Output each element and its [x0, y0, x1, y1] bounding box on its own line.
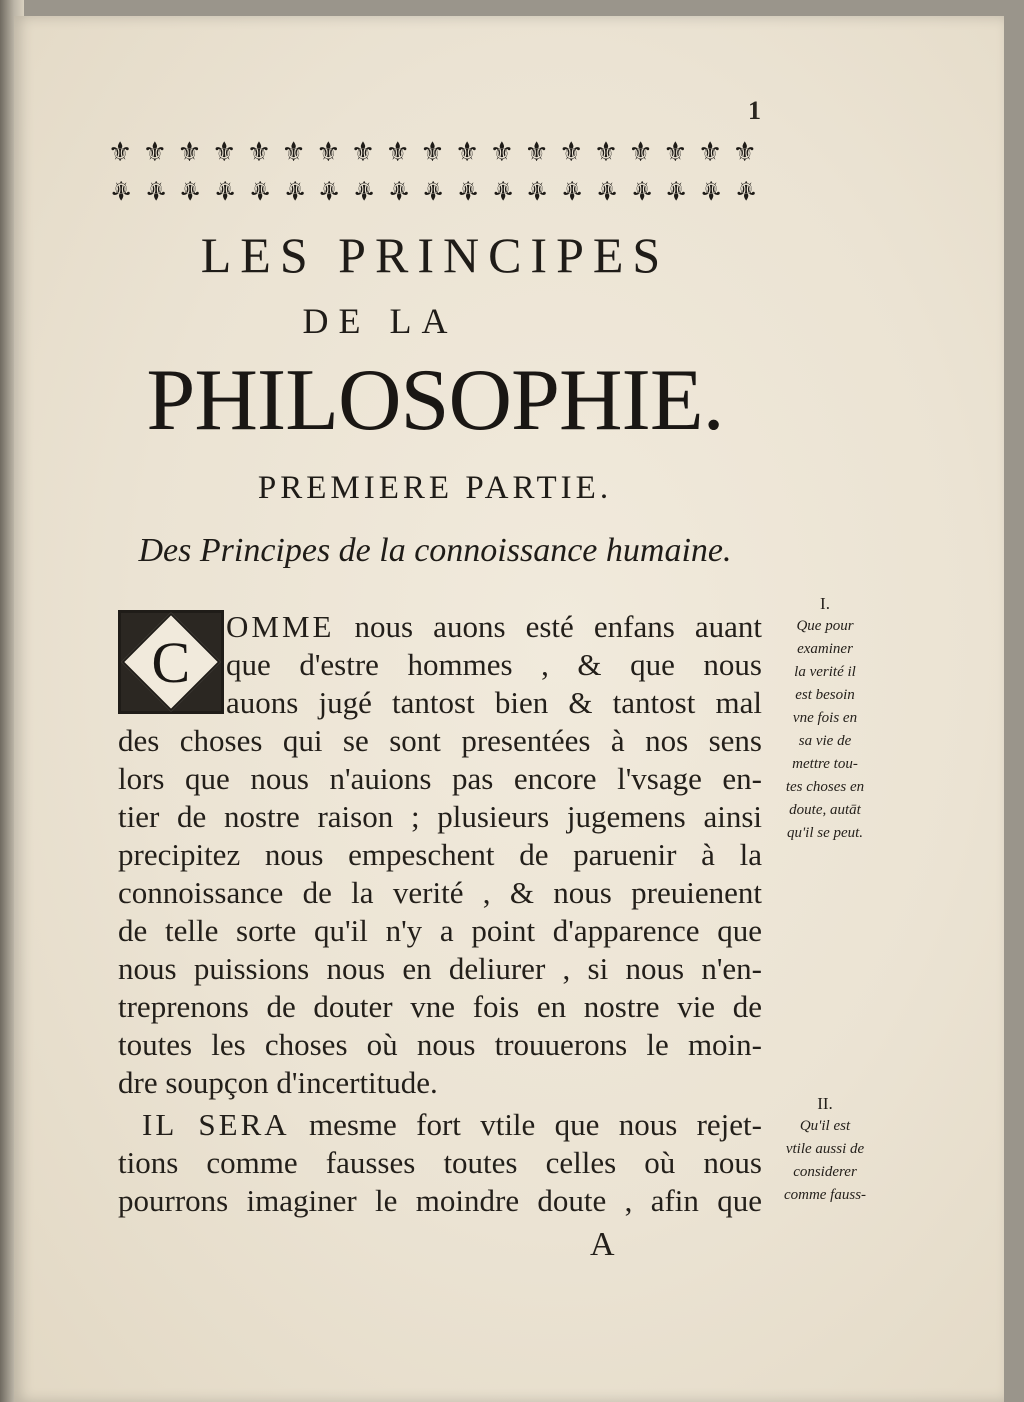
fleur-de-lis-icon: ⚜ — [246, 175, 273, 205]
margin-note-line: tes choses en — [785, 779, 865, 795]
fleur-de-lis-icon: ⚜ — [281, 175, 307, 205]
fleur-de-lis-ornament-band — [108, 136, 758, 206]
dropcap-frame — [122, 613, 221, 712]
line-text: mesme fort vtile que nous rejet- — [289, 1107, 762, 1142]
margin-note-line: vtile aussi de — [785, 1141, 865, 1157]
decorated-dropcap — [118, 610, 224, 714]
margin-note-line: est besoin — [795, 687, 855, 703]
title-line-2: DE LA — [302, 301, 458, 341]
margin-note-2 — [770, 1092, 880, 1207]
text-line — [142, 1106, 762, 1144]
fleur-de-lis-icon: ⚜ — [246, 137, 273, 167]
text-line: toutes les choses où nous trouuerons le moin- — [118, 1027, 762, 1062]
margin-note-line: doute, autāt — [789, 802, 861, 818]
fleur-de-lis-icon: ⚜ — [559, 137, 585, 167]
fleur-de-lis-icon: ⚜ — [732, 137, 758, 167]
text-line: nous puissions nous en deliurer , si nous n'en- — [118, 951, 762, 986]
fleur-de-lis-icon: ⚜ — [142, 175, 168, 205]
text-line: tier de nostre raison ; plusieurs jugemens ainsi — [118, 799, 762, 834]
ornament-row-top — [108, 136, 758, 169]
catchword: A — [590, 1226, 615, 1263]
fleur-de-lis-icon: ⚜ — [385, 137, 411, 167]
margin-note-number: II. — [817, 1094, 833, 1113]
fleur-de-lis-icon: ⚜ — [385, 175, 411, 205]
fleur-de-lis-icon: ⚜ — [455, 137, 481, 167]
fleur-de-lis-icon: ⚜ — [316, 175, 342, 205]
fleur-de-lis-icon: ⚜ — [455, 175, 481, 205]
fleur-de-lis-icon: ⚜ — [281, 137, 307, 167]
margin-note-line: Que pour — [796, 618, 854, 634]
text-line: treprenons de douter vne fois en nostre vie de — [118, 989, 762, 1024]
small-caps-lead: IL SERA — [142, 1107, 290, 1142]
fleur-de-lis-icon: ⚜ — [316, 137, 342, 167]
margin-note-line: comme fauss- — [783, 1187, 867, 1203]
fleur-de-lis-icon: ⚜ — [108, 137, 134, 167]
fleur-de-lis-icon: ⚜ — [420, 175, 446, 205]
text-line: tions comme fausses toutes celles où nous — [118, 1145, 762, 1180]
fleur-de-lis-icon: ⚜ — [593, 175, 620, 205]
text-line: connoissance de la verité , & nous preuienent — [118, 875, 762, 910]
text-line: que d'estre hommes , & que nous — [226, 647, 762, 682]
dropcap-letter: C — [151, 629, 191, 695]
title-line-3: PHILOSOPHIE. — [146, 352, 724, 449]
fleur-de-lis-icon: ⚜ — [142, 137, 168, 167]
text-line — [226, 608, 762, 646]
fleur-de-lis-icon: ⚜ — [350, 137, 377, 167]
page-number: 1 — [748, 96, 761, 125]
fleur-de-lis-icon: ⚜ — [108, 175, 134, 205]
margin-note-number: I. — [820, 594, 830, 613]
fleur-de-lis-icon: ⚜ — [350, 175, 377, 205]
margin-note-line: considerer — [793, 1164, 857, 1180]
fleur-de-lis-icon: ⚜ — [663, 137, 689, 167]
fleur-de-lis-icon: ⚜ — [524, 175, 550, 205]
fleur-de-lis-icon: ⚜ — [697, 137, 724, 167]
margin-note-line: sa vie de — [798, 733, 852, 749]
ornament-row-bottom — [108, 173, 758, 206]
margin-note-line: examiner — [797, 641, 853, 657]
text-line: des choses qui se sont presentées à nos sens — [118, 723, 762, 758]
small-caps-lead: OMME — [226, 609, 335, 644]
text-line: lors que nous n'auions pas encore l'vsage en- — [118, 761, 762, 796]
margin-note-line: vne fois en — [792, 710, 858, 726]
text-line: precipitez nous empeschent de paruenir à la — [118, 837, 762, 872]
fleur-de-lis-icon: ⚜ — [697, 175, 724, 205]
subtitle: Des Principes de la connoissance humaine. — [138, 532, 732, 569]
margin-note-1 — [770, 592, 880, 845]
fleur-de-lis-icon: ⚜ — [628, 175, 654, 205]
text-line: de telle sorte qu'il n'y a point d'apparence que — [118, 913, 762, 948]
fleur-de-lis-icon: ⚜ — [628, 137, 654, 167]
fleur-de-lis-icon: ⚜ — [489, 175, 515, 205]
text-line: auons jugé tantost bien & tantost mal — [226, 685, 762, 720]
margin-note-line: qu'il se peut. — [786, 825, 864, 841]
fleur-de-lis-icon: ⚜ — [212, 175, 238, 205]
fleur-de-lis-icon: ⚜ — [524, 137, 550, 167]
margin-note-line: Qu'il est — [799, 1118, 851, 1134]
fleur-de-lis-icon: ⚜ — [420, 137, 446, 167]
line-text: nous auons esté enfans auant — [334, 609, 762, 644]
fleur-de-lis-icon: ⚜ — [177, 137, 203, 167]
fleur-de-lis-icon: ⚜ — [489, 137, 515, 167]
margin-note-line: la verité il — [794, 664, 856, 680]
margin-note-line: mettre tou- — [792, 756, 858, 772]
fleur-de-lis-icon: ⚜ — [663, 175, 689, 205]
fleur-de-lis-icon: ⚜ — [732, 175, 758, 205]
text-line: dre soupçon d'incertitude. — [118, 1065, 438, 1100]
fleur-de-lis-icon: ⚜ — [212, 137, 238, 167]
text-line: pourrons imaginer le moindre doute , afin que — [118, 1183, 762, 1218]
fleur-de-lis-icon: ⚜ — [177, 175, 203, 205]
title-line-1: LES PRINCIPES — [200, 227, 670, 283]
fleur-de-lis-icon: ⚜ — [559, 175, 585, 205]
title-line-4: PREMIERE PARTIE. — [257, 470, 613, 506]
fleur-de-lis-icon: ⚜ — [593, 137, 620, 167]
